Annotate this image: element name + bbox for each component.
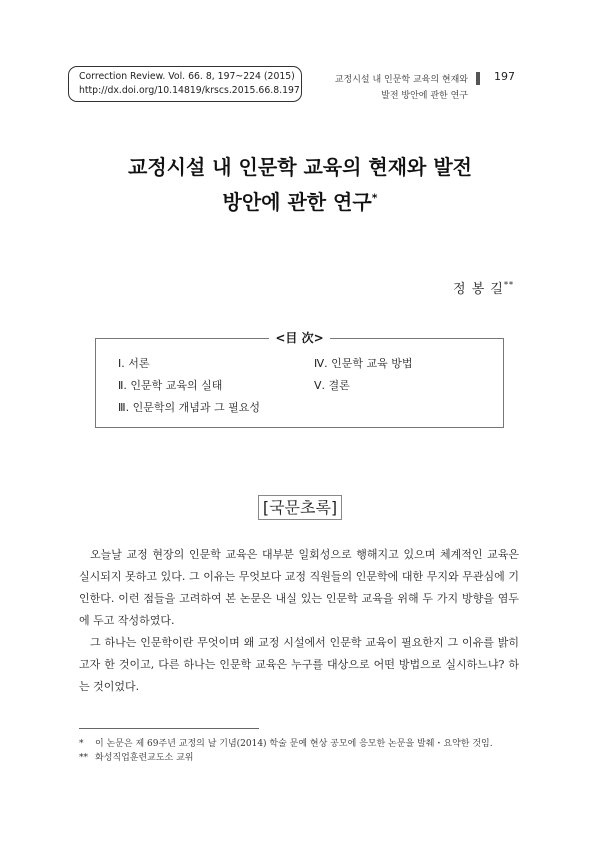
toc-item-5: Ⅴ. 결론 <box>314 379 350 392</box>
title-footnote-mark: * <box>371 191 378 205</box>
toc-item-3: Ⅲ. 인문학의 개념과 그 필요성 <box>118 401 260 414</box>
abstract-heading: [국문초록] <box>0 495 600 518</box>
footnote-text: 화성직업훈련교도소 교위 <box>95 753 194 763</box>
footnote <box>79 737 529 751</box>
journal-doi: http://dx.doi.org/10.14819/krscs.2015.66.8.197 <box>79 85 300 96</box>
footnote <box>79 751 529 765</box>
author-footnote-mark: ** <box>504 280 514 290</box>
footnote-mark: * <box>79 739 84 749</box>
table-of-contents <box>95 331 504 428</box>
page-title-line2: 방안에 관한 연구* <box>222 190 378 214</box>
footnote-text: 이 논문은 제 69주년 교정의 날 기념(2014) 학술 문예 현상 공모에 응모한 논문을 발췌・요약한 것임. <box>95 739 493 749</box>
page-title-line1: 교정시설 내 인문학 교육의 현재와 발전 <box>128 155 472 179</box>
running-head <box>335 72 468 104</box>
footnote-mark: ** <box>79 753 88 763</box>
footnotes <box>79 737 529 765</box>
abstract-paragraph-2: 그 하나는 인문학이란 무엇이며 왜 교정 시설에서 인문학 교육이 필요한지 그 이유를 밝히고자 한 것이고, 다른 하나는 인문학 교육은 누구를 대상으로 어떤 방법으로 실시하느냐? 하는 것이었다. <box>79 636 519 693</box>
toc-item-2: Ⅱ. 인문학 교육의 실태 <box>118 379 223 392</box>
running-head-divider <box>476 72 480 85</box>
abstract-body <box>79 544 519 698</box>
journal-citation: Correction Review. Vol. 66. 8, 197~224 (2015) <box>79 71 295 82</box>
journal-citation-box <box>68 66 302 102</box>
abstract-paragraph-1: 오늘날 교정 현장의 인문학 교육은 대부분 일회성으로 행해지고 있으며 체계적인 교육은 실시되지 못하고 있다. 그 이유는 무엇보다 교정 직원들의 인문학에 대한 무지와 무관심에 기인한다. 이런 점들을 고려하여 본 논문은 내실 있는 인문학 교육을 위해 두 가지 방향을 염두에 두고 작성하였다. <box>79 548 519 627</box>
toc-item-4: Ⅳ. 인문학 교육 방법 <box>314 357 413 370</box>
page-number: 197 <box>494 70 515 83</box>
running-head-line1: 교정시설 내 인문학 교육의 현재와 <box>334 75 468 85</box>
toc-item-1: Ⅰ. 서론 <box>118 357 150 370</box>
running-head-line2: 발전 방안에 관한 연구 <box>381 91 468 101</box>
author-name: 정 봉 길 <box>453 282 504 297</box>
toc-heading: <目 次> <box>96 329 503 346</box>
author <box>453 278 514 297</box>
footnote-divider <box>79 728 259 729</box>
